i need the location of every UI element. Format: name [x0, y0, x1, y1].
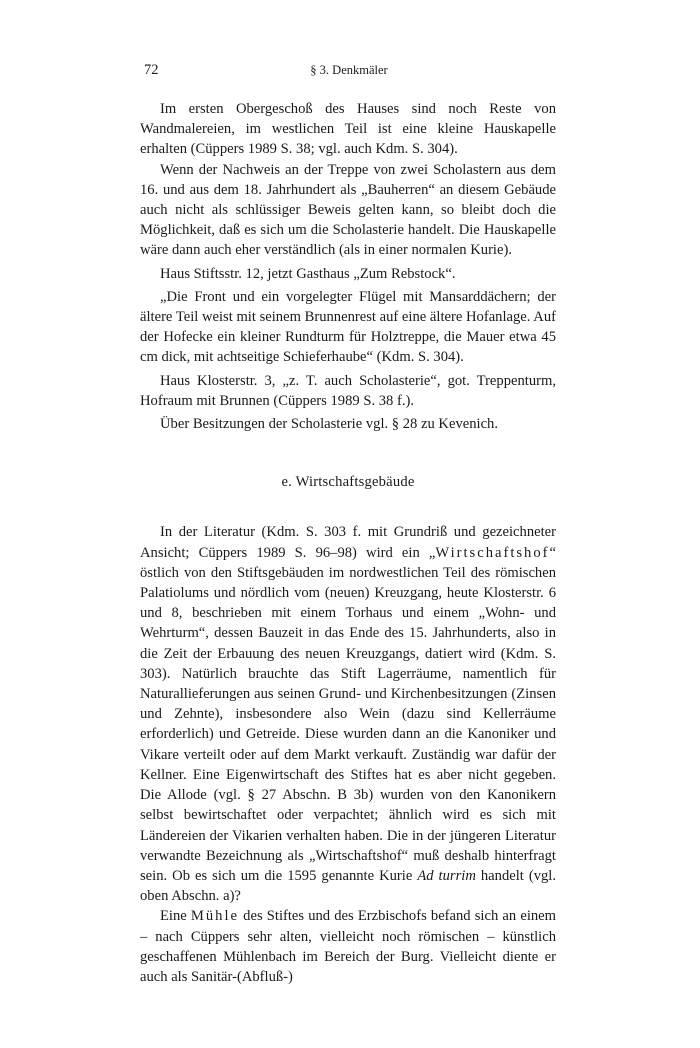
- spaced-term: Wirtschaftshof: [435, 544, 550, 561]
- text-run: “ östlich von den Stiftsgebäuden im nordwestlichen Teil des römischen Palatiolums und nördlich vom (neuen) Kreuzgang, heute Klosterstr. 6 und 8, beschrieben mit einem Torhaus und einem „Wohn- und Wehrturm“, dessen Bauzeit in das Ende des 15. Jahrhunderts, also in die Zeit der Erbauung des neuen Kreuzgangs, datiert wird (Kdm. S. 303). Natürlich brauchte das Stift Lagerräume, namentlich für Naturallieferungen aus seinen Grund- und Kirchenbesitzungen (Zinsen und Zehnte), insbesondere also Wein (dazu sind Kellerräume erforderlich) und Getreide. Diese wurden dann an die Kanoniker und Vikare verteilt oder auf dem Markt verkauft. Zuständig war dafür der Kellner. Eine Eigenwirtschaft des Stiftes hat es aber nicht gegeben. Die Allode (vgl. § 27 Abschn. B 3b) wurden von den Kanonikern selbst bewirtschaftet oder verpachtet; ähnlich wird es sich mit Ländereien der Vikarien verhalten haben. Die in der jüngeren Literatur verwandte Bezeichnung als „Wirtschaftshof“ muß deshalb hinterfragt sein. Ob es sich um die 1595 genannte Kurie: [140, 544, 556, 884]
- section-heading: e. Wirtschaftsgebäude: [281, 474, 415, 491]
- page-number: 72: [144, 62, 159, 78]
- paragraph: „Die Front und ein vorgelegter Flügel mit Mansarddächern; der ältere Teil weist mit seinem Brunnenrest auf eine ältere Hofanlage. Auf der Hofecke ein kleiner Rundturm für Holztreppe, die Mauer etwa 45 cm dick, mit achtseitige Schieferhaube“ (Kdm. S. 304).: [140, 288, 556, 366]
- paragraph: Über Besitzungen der Scholasterie vgl. § 28 zu Kevenich.: [160, 416, 498, 433]
- text-run: des Stiftes und des Erzbischofs befand sich an einem – nach Cüppers sehr alten, vielleicht noch römischen – künstlich geschaffenen Mühlenbach im Bereich der Burg. Vielleicht diente er auch als Sanitär-(Abfluß-): [140, 908, 556, 985]
- text-run: handelt (vgl. oben Abschn. a)?: [140, 867, 556, 905]
- paragraph: Haus Stiftsstr. 12, jetzt Gasthaus „Zum Rebstock“.: [160, 265, 456, 282]
- paragraph: [140, 522, 556, 906]
- paragraph: Wenn der Nachweis an der Treppe von zwei Scholastern aus dem 16. und aus dem 18. Jahrhundert als „Bauherren“ an diesem Gebäude auch nicht als schlüssiger Beweis gelten kann, so bleibt doch die Möglichkeit, daß es sich um die Scholasterie handelt. Die Hauskapelle wäre dann auch eher verständlich (als in einer normalen Kurie).: [140, 161, 556, 259]
- paragraph: [140, 906, 556, 987]
- paragraph: Im ersten Obergeschoß des Hauses sind noch Reste von Wandmalereien, im westlichen Teil ist eine kleine Hauskapelle erhalten (Cüppers 1989 S. 38; vgl. auch Kdm. S. 304).: [140, 101, 556, 158]
- text-run: Eine: [160, 908, 191, 925]
- text-run: In der Literatur (Kdm. S. 303 f. mit Grundriß und gezeichneter Ansicht; Cüppers 1989 S. 96–98) wird ein „: [140, 524, 556, 561]
- spaced-term: Mühle: [190, 908, 240, 925]
- italic-term: Ad turrim: [417, 867, 476, 884]
- running-head: § 3. Denkmäler: [310, 63, 388, 77]
- paragraph: Haus Klosterstr. 3, „z. T. auch Scholasterie“, got. Treppenturm, Hofraum mit Brunnen (Cüppers 1989 S. 38 f.).: [140, 372, 556, 409]
- page-header: [144, 62, 554, 82]
- body-text: [140, 99, 556, 987]
